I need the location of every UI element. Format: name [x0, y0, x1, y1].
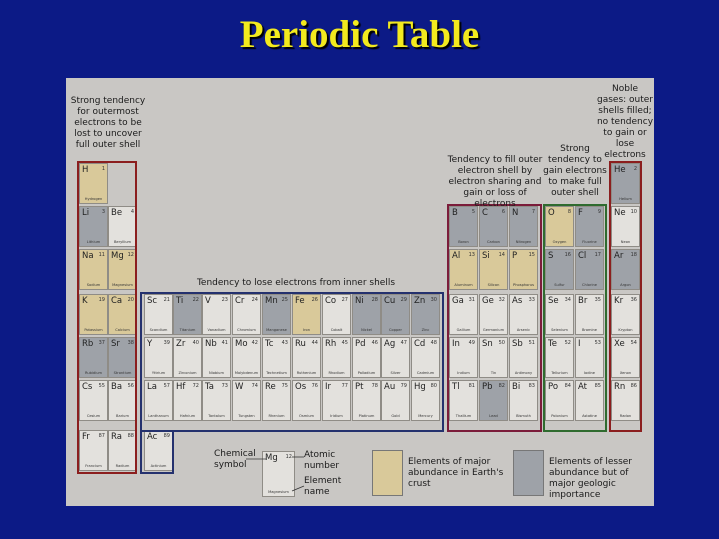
- element-number: 2: [633, 166, 637, 172]
- element-number: 13: [468, 252, 475, 258]
- element-name: Mercury: [418, 414, 433, 418]
- element-number: 88: [127, 433, 134, 439]
- element-number: 38: [127, 340, 134, 346]
- element-name: Lanthanum: [148, 414, 169, 418]
- legend-atomic-number: Atomic number: [304, 450, 340, 471]
- element-number: 14: [498, 252, 505, 258]
- element-symbol: C: [482, 208, 488, 218]
- element-symbol: Cu: [384, 296, 396, 306]
- element-symbol: Si: [482, 251, 490, 261]
- element-symbol: Po: [548, 382, 559, 392]
- element-symbol: Te: [548, 339, 557, 349]
- element-name: Arsenic: [516, 328, 531, 332]
- element-symbol: Pb: [482, 382, 493, 392]
- element-number: 21: [163, 297, 170, 303]
- legend-lesser-swatch: [513, 450, 544, 496]
- element-number: 78: [371, 383, 378, 389]
- element-symbol: N: [512, 208, 519, 218]
- element-symbol: Zr: [176, 339, 186, 349]
- element-symbol: Kr: [614, 296, 624, 306]
- element-symbol: Hg: [414, 382, 426, 392]
- element-number: 50: [498, 340, 505, 346]
- element-name: Technetium: [266, 371, 287, 375]
- element-number: 89: [163, 433, 170, 439]
- alkali-annotation: Strong tendency for outermost electrons to be lost to uncover full outer shell: [70, 96, 146, 150]
- element-number: 83: [528, 383, 535, 389]
- element-name: Cadmium: [416, 371, 435, 375]
- element-name: Antimony: [514, 371, 533, 375]
- element-symbol: Cd: [414, 339, 426, 349]
- legend-element-name: Element name: [304, 476, 342, 497]
- element-name: Oxygen: [552, 240, 567, 244]
- element-number: 43: [281, 340, 288, 346]
- element-name: Radon: [619, 414, 632, 418]
- element-symbol: K: [82, 296, 88, 306]
- element-number: 22: [192, 297, 199, 303]
- element-number: 44: [311, 340, 318, 346]
- element-symbol: Ba: [111, 382, 123, 392]
- element-number: 56: [127, 383, 134, 389]
- legend-sample-symbol: Mg: [265, 453, 278, 463]
- element-number: 34: [564, 297, 571, 303]
- element-number: 40: [192, 340, 199, 346]
- element-number: 75: [281, 383, 288, 389]
- element-symbol: Sb: [512, 339, 523, 349]
- element-number: 36: [630, 297, 637, 303]
- element-number: 48: [430, 340, 437, 346]
- element-symbol: He: [614, 165, 626, 175]
- element-number: 85: [594, 383, 601, 389]
- element-symbol: Sc: [147, 296, 158, 306]
- element-number: 55: [98, 383, 105, 389]
- element-name: Osmium: [299, 414, 314, 418]
- element-number: 9: [597, 209, 601, 215]
- element-name: Nitrogen: [515, 240, 532, 244]
- element-symbol: P: [512, 251, 518, 261]
- element-name: Iodine: [583, 371, 596, 375]
- element-name: Carbon: [487, 240, 500, 244]
- element-number: 5: [471, 209, 475, 215]
- element-name: Platinum: [358, 414, 375, 418]
- element-number: 41: [221, 340, 228, 346]
- element-number: 19: [98, 297, 105, 303]
- element-symbol: I: [578, 339, 581, 349]
- pblock-annotation: Tendency to fill outer electron shell by electron sharing and gain or loss of electrons: [447, 155, 543, 209]
- element-name: Bismuth: [516, 414, 531, 418]
- element-name: Magnesium: [112, 283, 133, 287]
- element-name: Hafnium: [179, 414, 196, 418]
- element-name: Fluorine: [582, 240, 597, 244]
- element-number: 73: [221, 383, 228, 389]
- element-number: 81: [468, 383, 475, 389]
- element-symbol: Ne: [614, 208, 626, 218]
- element-name: Gallium: [456, 328, 471, 332]
- element-name: Iron: [303, 328, 310, 332]
- element-name: Krypton: [618, 328, 633, 332]
- element-symbol: Fe: [295, 296, 305, 306]
- element-number: 23: [221, 297, 228, 303]
- element-symbol: Ir: [325, 382, 332, 392]
- element-name: Vanadium: [207, 328, 226, 332]
- element-name: Rhodium: [328, 371, 345, 375]
- element-name: Cobalt: [330, 328, 343, 332]
- legend-sample-cell: [262, 451, 295, 497]
- element-number: 32: [498, 297, 505, 303]
- element-name: Francium: [85, 464, 102, 468]
- element-symbol: Rh: [325, 339, 337, 349]
- element-symbol: Ru: [295, 339, 306, 349]
- element-name: Selenium: [551, 328, 568, 332]
- element-symbol: Pd: [355, 339, 366, 349]
- element-symbol: Sn: [482, 339, 493, 349]
- element-name: Actinium: [150, 464, 167, 468]
- element-symbol: Ti: [176, 296, 184, 306]
- element-symbol: Mn: [265, 296, 278, 306]
- element-name: Argon: [620, 283, 631, 287]
- element-number: 26: [311, 297, 318, 303]
- element-name: Tin: [490, 371, 497, 375]
- element-symbol: Hf: [176, 382, 186, 392]
- element-number: 12: [127, 252, 134, 258]
- element-number: 46: [371, 340, 378, 346]
- element-number: 76: [311, 383, 318, 389]
- element-name: Silver: [390, 371, 401, 375]
- element-name: Yttrium: [151, 371, 166, 375]
- element-name: Aluminum: [454, 283, 473, 287]
- element-name: Scandium: [149, 328, 168, 332]
- element-symbol: In: [452, 339, 460, 349]
- noble-group-outline: [609, 161, 642, 432]
- element-number: 30: [430, 297, 437, 303]
- element-symbol: O: [548, 208, 555, 218]
- element-number: 52: [564, 340, 571, 346]
- element-number: 20: [127, 297, 134, 303]
- element-name: Zinc: [421, 328, 430, 332]
- element-number: 49: [468, 340, 475, 346]
- legend-sample-name: Magnesium: [268, 490, 289, 494]
- element-name: Rubidium: [85, 371, 102, 375]
- element-symbol: Tl: [452, 382, 460, 392]
- element-number: 10: [630, 209, 637, 215]
- element-symbol: Au: [384, 382, 396, 392]
- element-number: 84: [564, 383, 571, 389]
- element-name: Potassium: [84, 328, 103, 332]
- element-symbol: Mg: [111, 251, 124, 261]
- element-symbol: Se: [548, 296, 559, 306]
- element-number: 79: [400, 383, 407, 389]
- element-number: 8: [567, 209, 571, 215]
- element-name: Xenon: [619, 371, 632, 375]
- periodic-table-panel: [66, 78, 654, 506]
- legend-lesser-text: Elements of lesser abundance but of major geologic importance: [549, 457, 632, 500]
- element-symbol: La: [147, 382, 157, 392]
- element-symbol: Mo: [235, 339, 248, 349]
- element-symbol: Ga: [452, 296, 464, 306]
- element-name: Silicon: [487, 283, 500, 287]
- element-name: Hydrogen: [84, 197, 103, 201]
- element-number: 11: [98, 252, 105, 258]
- halogen-annotation: Strong tendency to gain electrons to make full outer shell: [543, 144, 607, 198]
- element-name: Radium: [115, 464, 130, 468]
- halogen-group-outline: [543, 204, 607, 432]
- element-name: Tellurium: [551, 371, 568, 375]
- element-number: 17: [594, 252, 601, 258]
- element-number: 80: [430, 383, 437, 389]
- element-number: 4: [130, 209, 134, 215]
- element-number: 57: [163, 383, 170, 389]
- element-name: Tantalum: [208, 414, 225, 418]
- legend-chemical-symbol: Chemical symbol: [214, 449, 256, 470]
- element-symbol: Ac: [147, 432, 158, 442]
- element-name: Astatine: [582, 414, 597, 418]
- element-name: Ruthenium: [296, 371, 317, 375]
- element-name: Sodium: [86, 283, 101, 287]
- element-name: Germanium: [482, 328, 505, 332]
- element-number: 1: [101, 166, 105, 172]
- element-name: Boron: [458, 240, 469, 244]
- element-number: 54: [630, 340, 637, 346]
- noble-annotation: Noble gases: outer shells filled; no tendency to gain or lose electrons: [596, 84, 654, 160]
- element-name: Nickel: [361, 328, 372, 332]
- element-number: 72: [192, 383, 199, 389]
- element-name: Lithium: [86, 240, 101, 244]
- element-number: 39: [163, 340, 170, 346]
- element-number: 28: [371, 297, 378, 303]
- element-name: Sulfur: [554, 283, 565, 287]
- element-symbol: Br: [578, 296, 588, 306]
- element-number: 16: [564, 252, 571, 258]
- element-number: 47: [400, 340, 407, 346]
- element-symbol: Tc: [265, 339, 274, 349]
- element-name: Zirconium: [178, 371, 197, 375]
- element-symbol: Bi: [512, 382, 521, 392]
- element-name: Rhenium: [268, 414, 285, 418]
- element-number: 33: [528, 297, 535, 303]
- element-symbol: Ca: [111, 296, 123, 306]
- pblock-group-outline: [447, 204, 542, 432]
- element-number: 3: [101, 209, 105, 215]
- element-symbol: Xe: [614, 339, 625, 349]
- element-symbol: Co: [325, 296, 337, 306]
- element-number: 29: [400, 297, 407, 303]
- element-name: Cesium: [86, 414, 101, 418]
- element-symbol: Be: [111, 208, 123, 218]
- transition-actinium-outline: [140, 430, 174, 474]
- alkali-group-outline: [77, 161, 137, 474]
- transition-group-outline: [140, 292, 444, 432]
- element-symbol: S: [548, 251, 554, 261]
- element-number: 24: [251, 297, 258, 303]
- page-title: Periodic Table: [239, 13, 480, 56]
- element-name: Chlorine: [582, 283, 597, 287]
- element-number: 37: [98, 340, 105, 346]
- element-name: Strontium: [113, 371, 132, 375]
- element-symbol: As: [512, 296, 523, 306]
- element-symbol: Ta: [205, 382, 214, 392]
- element-symbol: Li: [82, 208, 90, 218]
- element-name: Tungsten: [238, 414, 255, 418]
- element-name: Iridium: [330, 414, 343, 418]
- element-number: 82: [498, 383, 505, 389]
- element-symbol: At: [578, 382, 587, 392]
- element-symbol: Ge: [482, 296, 494, 306]
- element-name: Chromium: [237, 328, 256, 332]
- element-name: Titanium: [179, 328, 196, 332]
- element-name: Calcium: [115, 328, 130, 332]
- element-number: 31: [468, 297, 475, 303]
- element-name: Phosphorus: [513, 283, 534, 287]
- element-name: Bromine: [581, 328, 598, 332]
- transition-annotation: Tendency to lose electrons from inner shells: [196, 278, 396, 288]
- element-symbol: Rn: [614, 382, 626, 392]
- legend-major-swatch: [372, 450, 403, 496]
- element-number: 86: [630, 383, 637, 389]
- element-symbol: H: [82, 165, 89, 175]
- element-number: 42: [251, 340, 258, 346]
- element-name: Molybdenum: [234, 371, 259, 375]
- element-name: Beryllium: [113, 240, 132, 244]
- element-symbol: V: [205, 296, 211, 306]
- element-number: 53: [594, 340, 601, 346]
- element-number: 25: [281, 297, 288, 303]
- element-name: Neon: [620, 240, 631, 244]
- element-name: Niobium: [209, 371, 224, 375]
- element-symbol: Rb: [82, 339, 94, 349]
- element-name: Lead: [489, 414, 498, 418]
- element-symbol: Ra: [111, 432, 122, 442]
- element-number: 45: [341, 340, 348, 346]
- element-symbol: Cl: [578, 251, 587, 261]
- element-symbol: Ni: [355, 296, 364, 306]
- element-name: Palladium: [357, 371, 376, 375]
- element-name: Manganese: [266, 328, 287, 332]
- element-symbol: Nb: [205, 339, 217, 349]
- element-symbol: Al: [452, 251, 461, 261]
- element-symbol: Ar: [614, 251, 624, 261]
- element-number: 27: [341, 297, 348, 303]
- element-name: Gold: [391, 414, 400, 418]
- element-name: Copper: [389, 328, 402, 332]
- element-number: 51: [528, 340, 535, 346]
- element-symbol: Zn: [414, 296, 426, 306]
- element-symbol: Ag: [384, 339, 396, 349]
- element-name: Polonium: [551, 414, 568, 418]
- element-symbol: Cs: [82, 382, 93, 392]
- element-symbol: Fr: [82, 432, 90, 442]
- element-symbol: Y: [147, 339, 153, 349]
- legend-sample-number: 12: [285, 454, 292, 460]
- element-name: Helium: [619, 197, 632, 201]
- element-symbol: Sr: [111, 339, 120, 349]
- element-symbol: Na: [82, 251, 94, 261]
- element-symbol: Re: [265, 382, 276, 392]
- element-symbol: Cr: [235, 296, 245, 306]
- element-symbol: B: [452, 208, 458, 218]
- element-number: 6: [501, 209, 505, 215]
- element-name: Indium: [457, 371, 470, 375]
- element-name: Thallium: [455, 414, 472, 418]
- element-number: 7: [531, 209, 535, 215]
- element-symbol: Os: [295, 382, 307, 392]
- element-symbol: Pt: [355, 382, 364, 392]
- element-symbol: F: [578, 208, 583, 218]
- element-number: 15: [528, 252, 535, 258]
- element-symbol: W: [235, 382, 244, 392]
- legend-major-text: Elements of major abundance in Earth's crust: [408, 457, 504, 489]
- element-number: 87: [98, 433, 105, 439]
- element-name: Barium: [116, 414, 129, 418]
- element-number: 35: [594, 297, 601, 303]
- element-number: 74: [251, 383, 258, 389]
- element-number: 18: [630, 252, 637, 258]
- element-number: 77: [341, 383, 348, 389]
